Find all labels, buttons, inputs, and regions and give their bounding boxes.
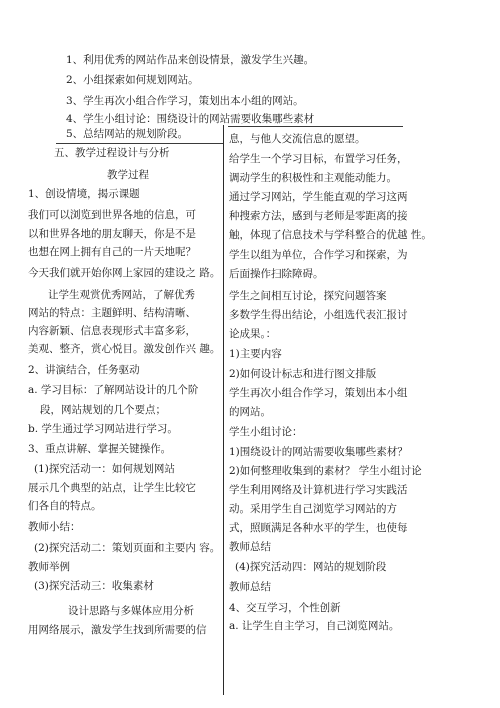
paragraph-line: 让学生观赏优秀网站，了解优秀: [48, 289, 195, 301]
paragraph-line: 通过学习网站，学生能直观的学习这两: [229, 191, 408, 203]
step-heading: 4、交互学习，个性创新: [229, 602, 341, 614]
subsection-title: 教学过程: [107, 169, 149, 181]
paragraph-line: b. 学生通过学习网站进行学习。: [28, 423, 178, 435]
table-rule: [228, 126, 403, 127]
paragraph-line: 给学生一个学习目标，布置学习任务，: [229, 153, 408, 165]
step-heading: 1、创设情境，揭示课题: [28, 188, 140, 200]
paragraph-line: 种搜索方法，感到与老师是零距离的接: [229, 210, 408, 222]
paragraph-line: 的网站。: [229, 406, 271, 418]
paragraph-line: 1)围绕设计的网站需要收集哪些素材？: [229, 446, 408, 458]
paragraph-line: 2)如何整理收集到的素材？ 学生小组讨论: [229, 465, 422, 477]
paragraph-line: 调动学生的积极性和主观能动能力。: [229, 172, 397, 184]
paragraph-line: 教师总结: [229, 581, 271, 593]
list-item: 3、学生再次小组合作学习，策划出本小组的网站。: [66, 95, 304, 107]
paragraph-line: 我们可以浏览到世界各地的信息，可: [28, 209, 196, 221]
paragraph-line: a. 学习目标：了解网站设计的几个阶: [28, 384, 199, 396]
paragraph-line: 多数学生得出结论，小组选代表汇报讨: [229, 309, 408, 321]
paragraph-line: 学生利用网络及计算机进行学习实践活: [229, 484, 408, 496]
list-item: 4、学生小组讨论：围绕设计的网站需要收集哪些素材: [66, 113, 315, 125]
paragraph-line: 触，体现了信息技术与学科整合的优越 性。: [229, 229, 432, 241]
list-item: 2、小组探索如何规划网站。: [66, 74, 199, 86]
list-item: 1、利用优秀的网站作品来创设情景，激发学生兴趣。: [66, 54, 315, 66]
paragraph-line: 论成果。：: [229, 328, 277, 340]
paragraph-line: 网站的特点：主题鲜明、结构清晰、: [28, 307, 196, 319]
paragraph-line: 学生之间相互讨论，探究问题答案: [229, 290, 387, 302]
paragraph-line: 息，与他人交流信息的愿望。: [229, 133, 366, 145]
paragraph-line: 也想在网上拥有自己的一片天地呢？: [28, 246, 196, 258]
paragraph-line: (3)探究活动三：收集素材: [34, 580, 154, 592]
paragraph-line: 们各自的特点。: [28, 500, 102, 512]
paragraph-line: 2)如何设计标志和进行图文排版: [229, 368, 377, 380]
paragraph-line: 今天我们就开始你网上家园的建设之 路。: [28, 267, 221, 279]
paragraph-line: 动。采用学生自己浏览学习网站的方: [229, 503, 397, 515]
paragraph-line: 段，网站规划的几个要点；: [40, 404, 166, 416]
step-heading: 2、讲演结合，任务驱动: [28, 364, 140, 376]
paragraph-line: (2)探究活动二：策划页面和主要内 容。: [34, 542, 221, 554]
paragraph-line: 式，照顾满足各种水平的学生，也使每: [229, 522, 408, 534]
paragraph-line: (1)探究活动一：如何规划网站: [34, 463, 175, 475]
paragraph-line: 教师举例: [28, 561, 70, 573]
paragraph-line: a. 让学生自主学习，自己浏览网站。: [229, 620, 400, 632]
paragraph-line: 美观、整齐，赏心悦目。激发创作兴 趣。: [28, 343, 221, 355]
paragraph-line: 用网络展示，激发学生找到所需要的信: [28, 624, 207, 636]
step-heading: 3、重点讲解、掌握关键操作。: [28, 443, 172, 455]
paragraph-line: 展示几个典型的站点，让学生比较它: [28, 482, 196, 494]
paragraph-line: 1)主要内容: [229, 348, 282, 360]
paragraph-line: 后面操作扫除障碍。: [229, 268, 324, 280]
subsection-title: 设计思路与多媒体应用分析: [68, 605, 194, 617]
paragraph-line: 学生以组为单位，合作学习和探索，为: [229, 249, 408, 261]
table-rule: [56, 143, 223, 144]
paragraph-line: 学生小组讨论：: [229, 426, 303, 438]
paragraph-line: 学生再次小组合作学习，策划出本小组: [229, 387, 408, 399]
paragraph-line: 教师总结: [229, 541, 271, 553]
section-heading: 五、教学过程设计与分析: [54, 147, 170, 159]
paragraph-line: (4)探究活动四：网站的规划阶段: [235, 561, 387, 573]
column-divider: [223, 125, 224, 695]
paragraph-line: 内容新颖、信息表现形式丰富多彩，: [28, 325, 196, 337]
list-item: 5、总结网站的规划阶段。: [66, 128, 189, 140]
paragraph-line: 以和世界各地的朋友聊天，你是不是: [28, 228, 196, 240]
paragraph-line: 教师小结：: [28, 521, 81, 533]
